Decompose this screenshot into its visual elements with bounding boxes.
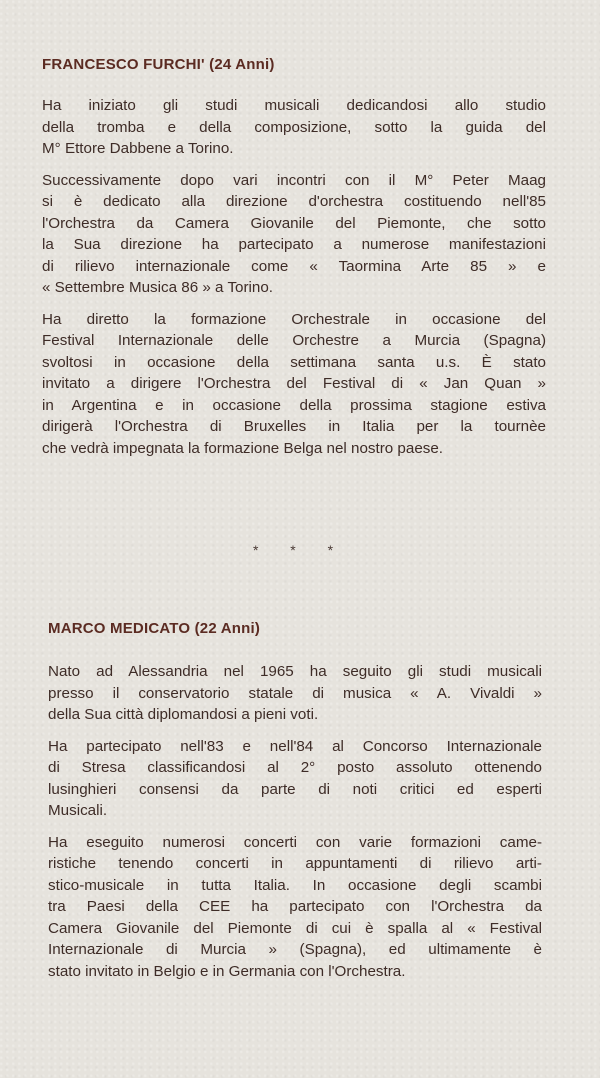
paragraph xyxy=(48,661,542,726)
text-line: presso il conservatorio statale di musica « A. Vivaldi » xyxy=(48,684,542,702)
text-line: dirigerà l'Orchestra di Bruxelles in Italia per la tournèe xyxy=(42,418,546,435)
paragraph xyxy=(48,736,542,822)
text-line: in Argentina e in occasione della prossima stagione estiva xyxy=(42,396,546,414)
text-line: della Sua città diplomandosi a pieni voti. xyxy=(48,706,319,723)
text-line: « Settembre Musica 86 » a Torino. xyxy=(42,279,274,296)
text-line: svoltosi in occasione della settimana santa u.s. È stato xyxy=(42,353,546,371)
text-line: la Sua direzione ha partecipato a numerose manifestazioni xyxy=(42,236,546,253)
text-line: Festival Internazionale delle Orchestre a Murcia (Spagna) xyxy=(42,332,546,349)
bio-francesco-furchi xyxy=(42,56,546,469)
text-line: Nato ad Alessandria nel 1965 ha seguito gli studi musicali xyxy=(48,663,542,680)
text-line: stato invitato in Belgio e in Germania con l'Orchestra. xyxy=(48,962,406,980)
text-line: che vedrà impegnata la formazione Belga nel nostro paese. xyxy=(42,439,444,457)
text-line: ristiche tenendo concerti in appuntamenti di rilievo arti- xyxy=(48,855,542,872)
section-separator: * * * xyxy=(252,542,348,558)
text-line: stico-musicale in tutta Italia. In occasione degli scambi xyxy=(48,876,542,894)
paragraph xyxy=(42,309,546,460)
text-line: della tromba e della composizione, sotto la guida del xyxy=(42,118,546,136)
text-line: Ha diretto la formazione Orchestrale in occasione del xyxy=(42,310,546,328)
text-line: di rilievo internazionale come « Taormina Arte 85 » e xyxy=(42,257,546,275)
section-heading: MARCO MEDICATO (22 Anni) xyxy=(48,620,261,637)
bio-marco-medicato xyxy=(48,620,542,992)
text-line: Ha partecipato nell'83 e nell'84 al Concorso Internazionale xyxy=(48,737,542,755)
paragraph xyxy=(42,95,546,160)
paragraph xyxy=(42,170,546,299)
text-line: Musicali. xyxy=(48,802,108,819)
text-line: si è dedicato alla direzione d'orchestra costituendo nell'85 xyxy=(42,193,546,210)
text-line: Camera Giovanile del Piemonte di cui è spalla al « Festival xyxy=(48,919,542,937)
text-line: Internazionale di Murcia » (Spagna), ed ultimamente è xyxy=(48,941,542,958)
text-line: Ha iniziato gli studi musicali dedicandosi allo studio xyxy=(42,97,546,114)
paragraph xyxy=(48,832,542,983)
section-heading: FRANCESCO FURCHI' (24 Anni) xyxy=(42,56,275,73)
text-line: l'Orchestra da Camera Giovanile del Piemonte, che sotto xyxy=(42,214,546,232)
text-line: M° Ettore Dabbene a Torino. xyxy=(42,140,234,157)
text-line: tra Paesi della CEE ha partecipato con l'Orchestra da xyxy=(48,898,542,915)
text-line: invitato a dirigere l'Orchestra del Festival di « Jan Quan » xyxy=(42,375,546,392)
text-line: Ha eseguito numerosi concerti con varie formazioni came- xyxy=(48,833,542,851)
text-line: lusinghieri consensi da parte di noti critici ed esperti xyxy=(48,780,542,798)
text-line: di Stresa classificandosi al 2° posto assoluto ottenendo xyxy=(48,759,542,776)
text-line: Successivamente dopo vari incontri con il M° Peter Maag xyxy=(42,171,546,189)
